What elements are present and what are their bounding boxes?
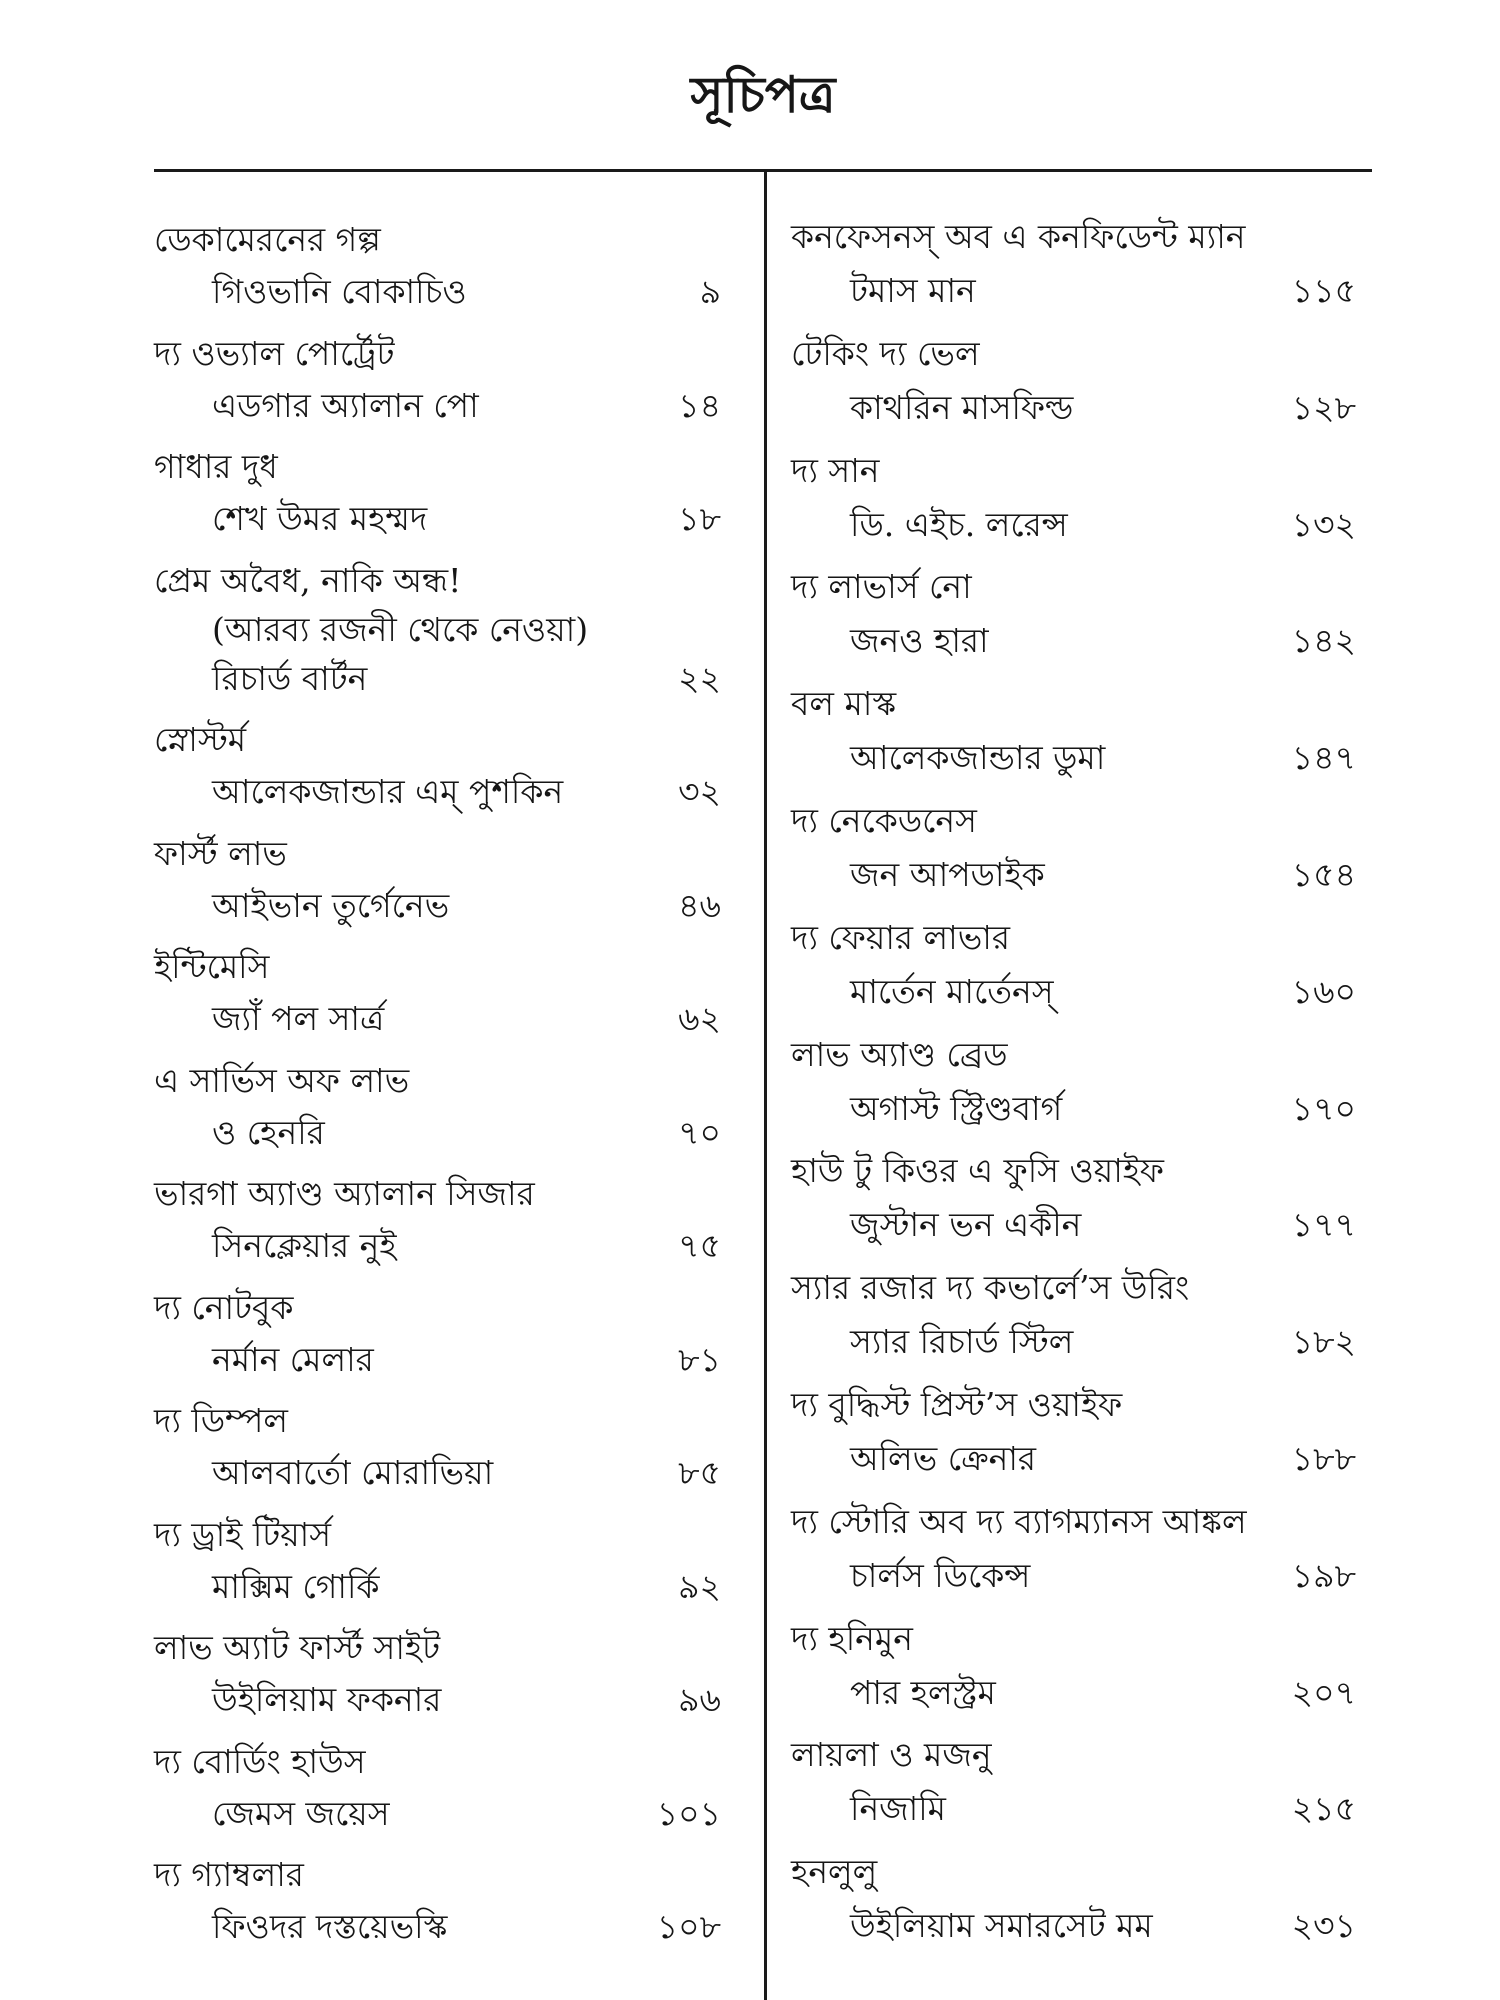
toc-entry xyxy=(154,214,721,318)
page-number: ১৪২ xyxy=(1291,621,1356,661)
author-row xyxy=(791,1432,1356,1486)
author-row xyxy=(791,848,1356,902)
page-number: ৪৬ xyxy=(678,885,721,925)
page-number: ৯৬ xyxy=(678,1680,721,1719)
story-title: দ্য স্টোরি অব দ্য ব্যাগম্যানস আঙ্কল xyxy=(791,1501,1247,1541)
page-number: ৭৫ xyxy=(678,1226,721,1265)
toc-entry xyxy=(154,555,721,705)
author-name: জন আপডাইক xyxy=(850,854,1045,894)
author-row xyxy=(791,498,1356,552)
page-number: ১৭৭ xyxy=(1291,1205,1356,1245)
author-row xyxy=(791,1782,1356,1836)
author-row xyxy=(791,1198,1356,1252)
page-number: ২৩১ xyxy=(1291,1906,1356,1946)
toc-entry xyxy=(154,1849,721,1953)
toc-entry xyxy=(154,941,721,1045)
author-row xyxy=(154,653,721,705)
author-row xyxy=(791,614,1356,668)
page-number: ২০৭ xyxy=(1291,1672,1356,1712)
page-number: ৭০ xyxy=(678,1112,721,1152)
story-title: প্রেম অবৈধ, নাকি অন্ধ! xyxy=(154,560,462,600)
author-name: চার্লস ডিকেন্স xyxy=(850,1555,1031,1595)
author-row xyxy=(154,766,721,818)
author-name: মার্তেন মার্তেনস্ xyxy=(850,971,1054,1011)
author-row xyxy=(791,1315,1356,1369)
page-number: ১৪ xyxy=(678,385,721,425)
story-title: ফার্স্ট লাভ xyxy=(154,833,287,873)
story-title: দ্য ওভ্যাল পোর্ট্রেট xyxy=(154,333,395,373)
author-name: ও হেনরি xyxy=(212,1112,325,1152)
toc-entry xyxy=(791,210,1356,318)
story-title: এ সার্ভিস অফ লাভ xyxy=(154,1060,410,1100)
toc-entry xyxy=(154,714,721,818)
page-number: ১৪৭ xyxy=(1291,738,1356,778)
author-row xyxy=(791,264,1356,318)
author-name: আলেকজান্ডার এম্ পুশকিন xyxy=(212,772,564,811)
author-name: পার হলস্ট্রম xyxy=(850,1672,996,1712)
author-name: উইলিয়াম ফকনার xyxy=(212,1680,442,1719)
story-title: লাভ অ্যাট ফার্স্ট সাইট xyxy=(154,1628,441,1667)
author-name: গিওভানি বোকাচিও xyxy=(212,272,467,311)
author-row xyxy=(791,1899,1356,1953)
author-name: অলিভ ক্রেনার xyxy=(850,1438,1037,1478)
page-number: ১০১ xyxy=(656,1793,721,1833)
author-row xyxy=(154,1788,721,1840)
page-number: ১৩২ xyxy=(1291,504,1356,544)
toc-entry xyxy=(791,1261,1356,1369)
page-number: ১১৫ xyxy=(1291,271,1356,310)
author-name: অগাস্ট স্ট্রিণ্ডবার্গ xyxy=(850,1088,1063,1128)
author-row xyxy=(154,1107,721,1159)
author-name: জনও হারা xyxy=(850,621,989,661)
toc-left-column xyxy=(154,214,721,1963)
toc-entry xyxy=(154,1282,721,1386)
toc-entry xyxy=(154,441,721,545)
story-title: লাভ অ্যাণ্ড ব্রেড xyxy=(791,1034,1008,1074)
toc-entry xyxy=(791,1378,1356,1486)
story-title: দ্য হনিমুন xyxy=(791,1618,913,1658)
author-row xyxy=(154,1901,721,1953)
story-title: দ্য লাভার্স নো xyxy=(791,567,972,607)
column-divider xyxy=(764,171,767,2000)
story-title: দ্য ড্রাই টিয়ার্স xyxy=(154,1514,332,1554)
toc-entry xyxy=(791,1144,1356,1252)
toc-entry xyxy=(791,327,1356,435)
toc-entry xyxy=(154,1168,721,1272)
toc-entry xyxy=(791,1728,1356,1836)
page-number: ৩২ xyxy=(678,772,721,811)
toc-entry xyxy=(791,911,1356,1019)
story-title: স্নোস্টর্ম xyxy=(154,720,247,759)
page-number: ২২ xyxy=(678,658,721,698)
page-number: ১৫৪ xyxy=(1291,854,1356,894)
author-name: টমাস মান xyxy=(850,271,976,310)
author-row xyxy=(154,880,721,932)
story-title: দ্য ফেয়ার লাভার xyxy=(791,917,1011,957)
author-row xyxy=(154,1674,721,1726)
page-number: ১৭০ xyxy=(1291,1088,1356,1128)
author-name: সিনক্লেয়ার নুই xyxy=(212,1226,397,1265)
toc-entry xyxy=(154,1395,721,1499)
author-row xyxy=(154,1334,721,1386)
author-row xyxy=(154,993,721,1045)
story-title: দ্য বোর্ডিং হাউস xyxy=(154,1741,366,1781)
story-title: গাধার দুধ xyxy=(154,447,278,486)
toc-entry xyxy=(154,1509,721,1613)
toc-entry xyxy=(154,1055,721,1159)
page-number: ৬২ xyxy=(678,999,721,1038)
page-number: ১৮২ xyxy=(1291,1322,1356,1362)
story-title: স্যার রজার দ্য কভার্লে’স উরিং xyxy=(791,1268,1190,1308)
author-name: আলবার্তো মোরাভিয়া xyxy=(212,1453,494,1492)
story-title: দ্য গ্যাম্বলার xyxy=(154,1855,304,1894)
story-title: দ্য সান xyxy=(791,450,880,490)
header-rule xyxy=(154,169,1372,172)
author-row xyxy=(154,1561,721,1613)
page-number: ১০৮ xyxy=(656,1907,721,1946)
story-title: দ্য নেকেডনেস xyxy=(791,800,977,840)
page-number: ১২৮ xyxy=(1291,387,1356,427)
author-name: আলেকজান্ডার ডুমা xyxy=(850,738,1106,778)
story-title: দ্য নোটবুক xyxy=(154,1287,294,1327)
page-number: ৮৫ xyxy=(678,1453,721,1492)
page-title: সূচিপত্র xyxy=(690,65,836,124)
author-name: জ্যাঁ পল সার্ত্র xyxy=(212,999,385,1038)
toc-entry xyxy=(791,1495,1356,1603)
author-row xyxy=(154,380,721,432)
page-number: ৯ xyxy=(699,272,721,311)
author-name: মাক্সিম গোর্কি xyxy=(212,1566,380,1606)
page-number: ২১৫ xyxy=(1291,1789,1356,1829)
story-note: (আরব্য রজনী থেকে নেওয়া) xyxy=(212,609,589,649)
author-name: ডি. এইচ. লরেন্স xyxy=(850,504,1068,544)
toc-entry xyxy=(791,794,1356,902)
author-row xyxy=(791,381,1356,435)
toc-entry xyxy=(791,1028,1356,1136)
author-name: রিচার্ড বার্টন xyxy=(212,658,368,698)
toc-right-column xyxy=(791,210,1356,1962)
page-number: ১৯৮ xyxy=(1291,1555,1356,1595)
toc-entry xyxy=(154,328,721,432)
toc-entry xyxy=(154,1622,721,1726)
story-title: দ্য ডিম্পল xyxy=(154,1401,288,1440)
author-row xyxy=(154,1447,721,1499)
author-row xyxy=(154,493,721,545)
author-name: শেখ উমর মহম্মদ xyxy=(212,499,428,538)
author-row xyxy=(791,1082,1356,1136)
toc-entry xyxy=(791,677,1356,785)
author-name: এডগার অ্যালান পো xyxy=(212,385,479,425)
author-row xyxy=(791,731,1356,785)
story-title: বল মাস্ক xyxy=(791,684,897,724)
page-number: ১৮ xyxy=(678,499,721,538)
author-name: জুস্টান ভন একীন xyxy=(850,1205,1082,1245)
toc-entry xyxy=(791,560,1356,668)
page-number: ১৮৮ xyxy=(1291,1438,1356,1478)
story-title: ইন্টিমেসি xyxy=(154,947,270,986)
author-name: নর্মান মেলার xyxy=(212,1339,374,1379)
author-row xyxy=(791,965,1356,1019)
story-title: টেকিং দ্য ভেল xyxy=(791,333,980,373)
author-name: স্যার রিচার্ড স্টিল xyxy=(850,1322,1074,1362)
story-title: কনফেসনস্ অব এ কনফিডেন্ট ম্যান xyxy=(791,217,1246,256)
story-title: হনলুলু xyxy=(791,1852,878,1892)
author-row xyxy=(791,1666,1356,1720)
author-name: উইলিয়াম সমারসেট মম xyxy=(850,1906,1153,1946)
story-title: ভারগা অ্যাণ্ড অ্যালান সিজার xyxy=(154,1174,535,1213)
author-name: আইভান তুর্গেনেভ xyxy=(212,885,450,925)
toc-entry xyxy=(791,1845,1356,1953)
author-name: ফিওদর দস্তয়েভস্কি xyxy=(212,1907,448,1946)
author-row xyxy=(154,266,721,318)
toc-entry xyxy=(791,1612,1356,1720)
page-number: ৯২ xyxy=(678,1566,721,1606)
story-title: দ্য বুদ্ধিস্ট প্রিস্ট’স ওয়াইফ xyxy=(791,1384,1123,1424)
author-row xyxy=(154,1220,721,1272)
toc-entry xyxy=(154,828,721,932)
story-title: হাউ টু কিওর এ ফুসি ওয়াইফ xyxy=(791,1151,1165,1191)
author-row xyxy=(791,1549,1356,1603)
story-title: ডেকামেরনের গল্প xyxy=(154,220,381,259)
author-name: কাথরিন মাসফিল্ড xyxy=(850,387,1074,427)
page-number: ১৬০ xyxy=(1291,971,1356,1011)
story-title: লায়লা ও মজনু xyxy=(791,1735,992,1775)
author-name: জেমস জয়েস xyxy=(212,1793,390,1833)
toc-entry xyxy=(154,1736,721,1840)
author-name: নিজামি xyxy=(850,1789,946,1829)
toc-entry xyxy=(791,444,1356,552)
page-number: ৮১ xyxy=(678,1339,721,1379)
